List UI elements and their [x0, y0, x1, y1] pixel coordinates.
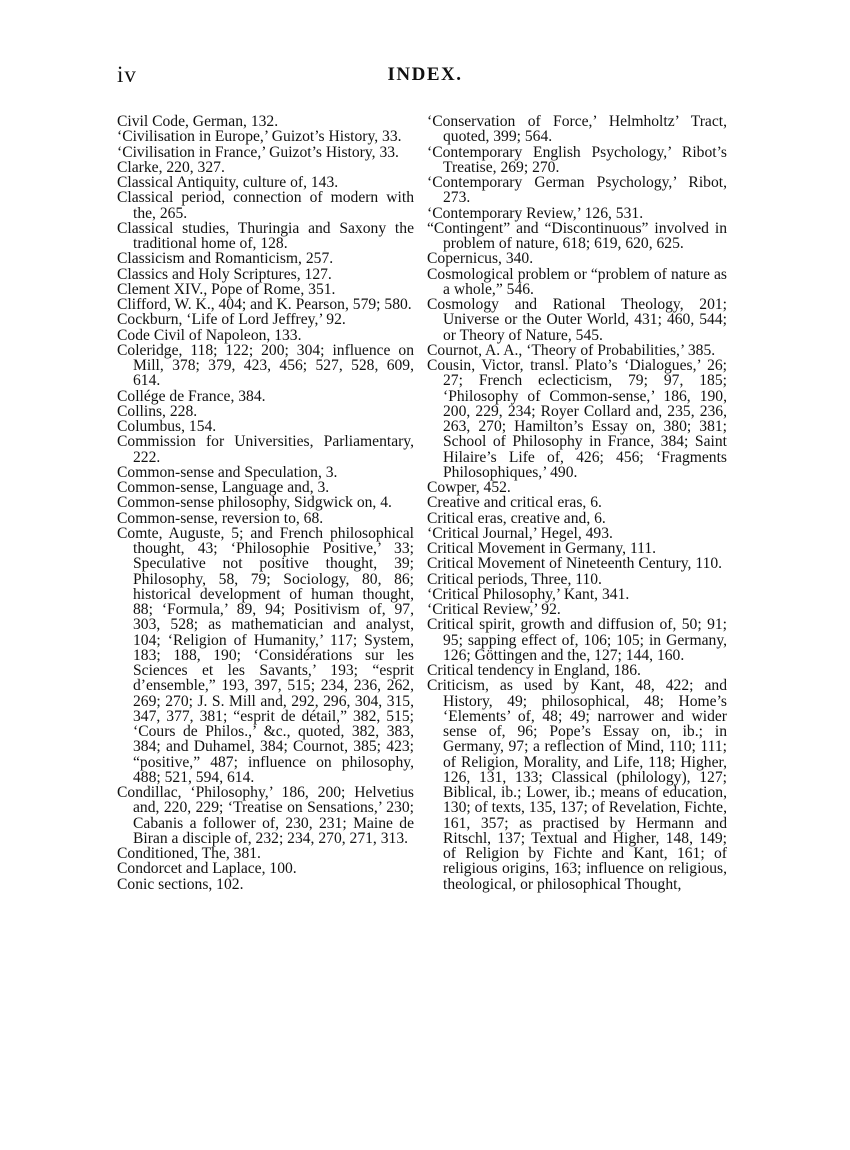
- index-entry: Cournot, A. A., ‘Theory of Probabilities,’ 385.: [427, 341, 716, 359]
- index-entry: Comte, Auguste, 5; and French philosophical thought, 43; ‘Philosophie Positive,’ 33; Speculative not positive thought, 39; Philosophy, 58, 79; Sociology, 80, 86; historical development of human thought, 88; ‘Formula,’ 89, 94; Positivism of, 97, 303, 528; as mathematician and analyst, 104; ‘Religion of Humanity,’ 117; System, 183; 188, 190; ‘Considérations sur les Sciences et les Savants,’ 193; “esprit d’ensemble,” 193, 397, 515; 234, 236, 262, 269; 270; J. S. Mill and, 292, 296, 304, 315, 347, 377, 381; “esprit de détail,” 382, 515; ‘Cours de Philos.,’ &c., quoted, 382, 383, 384; and Duhamel, 384; Cournot, 385; 423; “positive,” 487; influence on philosophy, 488; 521, 594, 614.: [117, 524, 414, 786]
- page-title: INDEX.: [387, 64, 463, 85]
- index-entry: Columbus, 154.: [117, 418, 217, 435]
- index-entry: Critical eras, creative and, 6.: [427, 509, 606, 527]
- index-entry: Clement XIV., Pope of Rome, 351.: [117, 280, 336, 298]
- index-entry: Critical Movement in Germany, 111.: [427, 540, 657, 557]
- index-entry: Critical tendency in England, 186.: [427, 662, 641, 679]
- index-entry: Clarke, 220, 327.: [117, 158, 225, 176]
- index-entry: Code Civil of Napoleon, 133.: [117, 326, 302, 344]
- index-entry: Cosmology and Rational Theology, 201; Universe or the Outer World, 431; 460, 544; or Theory of Nature, 545.: [427, 296, 727, 344]
- index-entry: ‘Conservation of Force,’ Helmholtz’ Tract, quoted, 399; 564.: [427, 113, 727, 146]
- index-entry: Conditioned, The, 381.: [117, 845, 261, 862]
- index-entry: Classical Antiquity, culture of, 143.: [117, 174, 339, 191]
- index-entry: ‘Civilisation in Europe,’ Guizot’s History, 33.: [117, 128, 402, 146]
- index-entry: ‘Critical Philosophy,’ Kant, 341.: [427, 585, 630, 603]
- index-entry: Commission for Universities, Parliamentary, 222.: [117, 433, 414, 466]
- index-entry: Collége de France, 384.: [117, 387, 266, 405]
- index-entry: Cowper, 452.: [427, 479, 511, 496]
- index-entry: Critical Movement of Nineteenth Century, 110.: [427, 555, 723, 573]
- index-entry: “Contingent” and “Discontinuous” involved in problem of nature, 618; 619, 620, 625.: [427, 219, 727, 252]
- index-entry: Cosmological problem or “problem of nature as a whole,” 546.: [427, 265, 727, 298]
- index-column-right: [427, 114, 727, 892]
- index-entry: ‘Contemporary Review,’ 126, 531.: [427, 204, 644, 222]
- index-entry: ‘Civilisation in France,’ Guizot’s History, 33.: [117, 143, 399, 161]
- index-entry: Common-sense, Language and, 3.: [117, 479, 330, 496]
- index-entry: Collins, 228.: [117, 402, 198, 420]
- index-entry: Condorcet and Laplace, 100.: [117, 860, 297, 878]
- index-entry: Criticism, as used by Kant, 48, 422; and History, 49; philosophical, 48; Home’s ‘Elements’ of, 48; 49; narrower and wider sense of, 96; Pope’s Essay on, ib.; in Germany, 97; a reflection of Mind, 110; 111; of Religion, Morality, and Life, 118; Higher, 126, 131, 133; Classical (philology), 127; Biblical, ib.; Lower, ib.; means of education, 130; of texts, 135, 137; of Revelation, Fichte, 161, 357; as practised by Hermann and Ritschl, 137; Textual and Higher, 148, 149; of Religion by Fichte and Kant, 161; of religious origins, 163; influence on religious, theological, or philosophical Thought,: [427, 677, 727, 893]
- index-entry: Classical studies, Thuringia and Saxony the traditional home of, 128.: [117, 219, 414, 252]
- index-entry: ‘Critical Journal,’ Hegel, 493.: [427, 524, 613, 542]
- index-entry: Critical spirit, growth and diffusion of, 50; 91; 95; sapping effect of, 106; 105; in Germany, 126; Göttingen and the, 127; 144, 160.: [427, 616, 727, 664]
- index-entry: ‘Critical Review,’ 92.: [427, 601, 561, 618]
- index-entry: Common-sense, reversion to, 68.: [117, 509, 324, 527]
- index-entry: Critical periods, Three, 110.: [427, 570, 602, 588]
- index-entry: Classics and Holy Scriptures, 127.: [117, 265, 332, 283]
- index-entry: Common-sense philosophy, Sidgwick on, 4.: [117, 494, 392, 512]
- index-entry: Conic sections, 102.: [117, 875, 244, 893]
- index-column-left: [117, 114, 414, 892]
- index-entry: Classicism and Romanticism, 257.: [117, 250, 334, 268]
- index-entry: Cousin, Victor, transl. Plato’s ‘Dialogues,’ 26; 27; French eclecticism, 79; 97, 185; ‘Philosophy of Common-sense,’ 186, 190, 200, 229, 234; Royer Collard and, 235, 236, 263, 270; Hamilton’s Essay on, 380; 381; School of Philosophy in France, 384; Saint Hilaire’s Life of, 426; 456; ‘Fragments Philosophiques,’ 490.: [427, 357, 727, 481]
- index-entry: Classical period, connection of modern with the, 265.: [117, 189, 414, 222]
- index-entry: Condillac, ‘Philosophy,’ 186, 200; Helvetius and, 220, 229; ‘Treatise on Sensations,’ 230; Cabanis a follower of, 230, 231; Maine de Biran a disciple of, 232; 234, 270, 271, 313.: [117, 784, 414, 847]
- index-entry: Civil Code, German, 132.: [117, 113, 279, 130]
- index-entry: ‘Contemporary English Psychology,’ Ribot’s Treatise, 269; 270.: [427, 143, 727, 176]
- page-number: iv: [117, 62, 137, 87]
- index-entry: Common-sense and Speculation, 3.: [117, 463, 338, 481]
- index-entry: ‘Contemporary German Psychology,’ Ribot, 273.: [427, 174, 727, 207]
- index-entry: Coleridge, 118; 122; 200; 304; influence on Mill, 378; 379, 423, 456; 527, 528, 609, 614.: [117, 341, 414, 390]
- index-entry: Copernicus, 340.: [427, 250, 534, 268]
- index-entry: Creative and critical eras, 6.: [427, 494, 602, 512]
- index-entry: Clifford, W. K., 404; and K. Pearson, 579; 580.: [117, 296, 412, 313]
- index-entry: Cockburn, ‘Life of Lord Jeffrey,’ 92.: [117, 311, 346, 329]
